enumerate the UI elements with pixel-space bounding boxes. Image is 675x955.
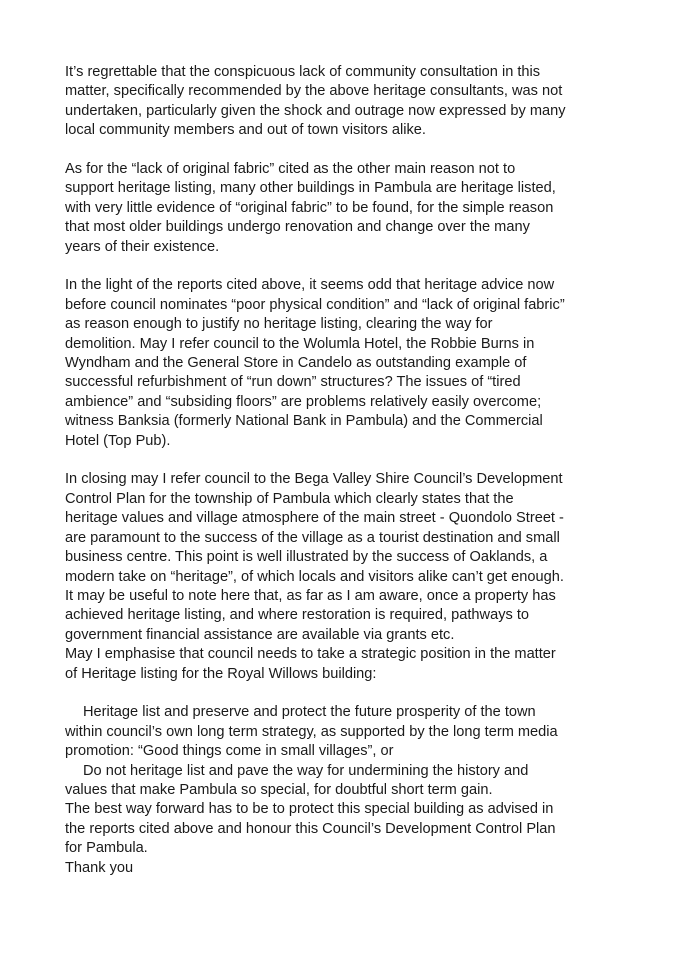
text-line: years of their existence. — [65, 238, 220, 255]
paragraph-gap — [65, 451, 625, 470]
text-line: witness Banksia (formerly National Bank in Pambula) and the Commercial — [65, 413, 543, 430]
text-line: within council’s own long term strategy, as supported by the long term media — [65, 723, 558, 740]
option-do-not-list — [65, 762, 625, 801]
closing-line — [65, 859, 625, 878]
paragraph-gap — [65, 257, 625, 276]
text-line: achieved heritage listing, and where restoration is required, pathways to — [65, 607, 530, 624]
text-line: Wyndham and the General Store in Candelo as outstanding example of — [65, 355, 527, 372]
paragraph-original-fabric — [65, 160, 625, 257]
paragraph-gap — [65, 141, 625, 160]
text-line: demolition. May I refer council to the Wolumla Hotel, the Robbie Burns in — [65, 335, 535, 352]
text-line: May I emphasise that council needs to take a strategic position in the matter — [65, 646, 556, 663]
text-line: In closing may I refer council to the Bega Valley Shire Council’s Development — [65, 471, 563, 488]
text-line: with very little evidence of “original fabric” to be found, for the simple reason — [65, 199, 554, 216]
text-line: that most older buildings undergo renovation and change over the many — [65, 219, 530, 236]
text-line: undertaken, particularly given the shock and outrage now expressed by many — [65, 102, 566, 119]
text-line: It may be useful to note here that, as far as I am aware, once a property has — [65, 587, 556, 604]
text-line: ambience” and “subsiding floors” are problems relatively easily overcome; — [65, 393, 542, 410]
text-line: for Pambula. — [65, 840, 148, 857]
text-line: heritage values and village atmosphere of the main street - Quondolo Street - — [65, 510, 564, 527]
text-line: As for the “lack of original fabric” cited as the other main reason not to — [65, 161, 516, 178]
text-line: business centre. This point is well illustrated by the success of Oaklands, a — [65, 549, 548, 566]
text-line: of Heritage listing for the Royal Willows building: — [65, 665, 377, 682]
text-line: values that make Pambula so special, for doubtful short term gain. — [65, 781, 493, 798]
text-line: The best way forward has to be to protect this special building as advised in — [65, 801, 554, 818]
paragraph-community-consultation — [65, 63, 625, 141]
text-line: government financial assistance are available via grants etc. — [65, 626, 455, 643]
text-line: Do not heritage list and pave the way for undermining the history and — [83, 762, 529, 779]
text-line: Hotel (Top Pub). — [65, 432, 171, 449]
paragraph-heritage-advice — [65, 276, 625, 451]
text-line: the reports cited above and honour this Council’s Development Control Plan — [65, 820, 556, 837]
paragraph-best-way-forward — [65, 800, 625, 858]
closing-text: Thank you — [65, 859, 134, 876]
letter-body — [65, 63, 625, 878]
text-line: are paramount to the success of the village as a tourist destination and small — [65, 529, 560, 546]
text-line: successful refurbishment of “run down” structures? The issues of “tired — [65, 374, 521, 391]
option-heritage-list — [65, 703, 625, 761]
text-line: as reason enough to justify no heritage listing, clearing the way for — [65, 316, 493, 333]
paragraph-strategic-position — [65, 645, 625, 684]
text-line: local community members and out of town visitors alike. — [65, 122, 426, 139]
text-line: support heritage listing, many other buildings in Pambula are heritage listed, — [65, 180, 556, 197]
paragraph-gap — [65, 684, 625, 703]
text-line: Heritage list and preserve and protect the future prosperity of the town — [83, 704, 536, 721]
text-line: modern take on “heritage”, of which locals and visitors alike can’t get enough. — [65, 568, 564, 585]
text-line: Control Plan for the township of Pambula which clearly states that the — [65, 490, 514, 507]
text-line: promotion: “Good things come in small villages”, or — [65, 743, 394, 760]
text-line: It’s regrettable that the conspicuous lack of community consultation in this — [65, 64, 541, 80]
text-line: In the light of the reports cited above, it seems odd that heritage advice now — [65, 277, 555, 294]
text-line: before council nominates “poor physical condition” and “lack of original fabric” — [65, 296, 565, 313]
paragraph-development-control-plan — [65, 470, 625, 645]
text-line: matter, specifically recommended by the above heritage consultants, was not — [65, 83, 563, 100]
